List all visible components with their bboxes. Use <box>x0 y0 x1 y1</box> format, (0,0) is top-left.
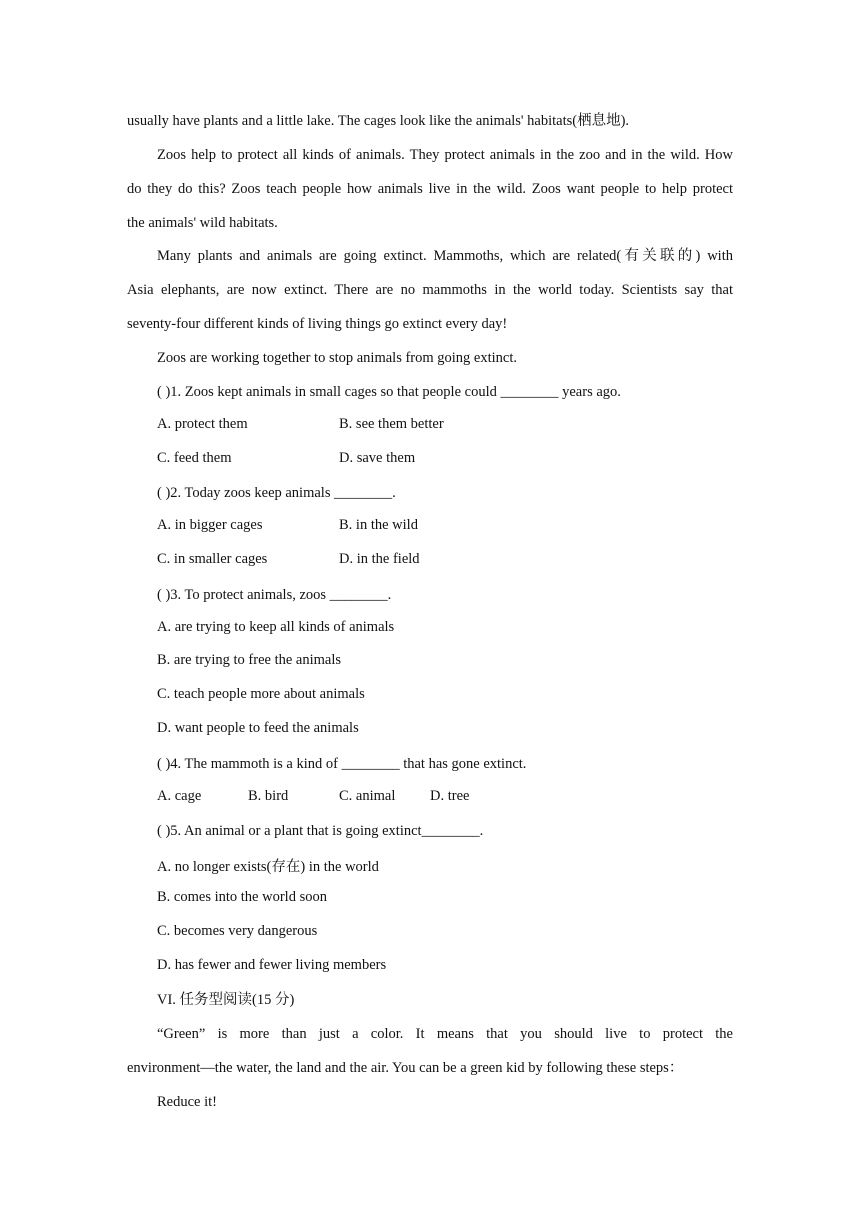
answer-option: D. tree <box>430 788 470 804</box>
passage-paragraph-line: Asia elephants, are now extinct. There are no mammoths in the world today. Scientists say that <box>127 282 733 298</box>
answer-option: C. becomes very dangerous <box>157 923 318 939</box>
answer-option: A. protect them <box>157 416 248 432</box>
answer-option: D. has fewer and fewer living members <box>157 957 387 973</box>
section-paragraph-line: Reduce it! <box>157 1094 217 1110</box>
answer-option: A. no longer exists(存在) in the world <box>157 859 379 875</box>
passage-line: usually have plants and a little lake. The cages look like the animals' habitats(栖息地). <box>127 113 630 129</box>
question-stem: ( )3. To protect animals, zoos ________. <box>157 587 392 603</box>
answer-option: B. in the wild <box>339 517 418 533</box>
answer-option: C. animal <box>339 788 396 804</box>
passage-paragraph-line: do they do this? Zoos teach people how animals live in the wild. Zoos want people to help protect <box>127 181 733 197</box>
passage-paragraph-line: Zoos help to protect all kinds of animals. They protect animals in the zoo and in the wild. How <box>157 147 733 163</box>
passage-paragraph-line: the animals' wild habitats. <box>127 215 278 231</box>
answer-option: B. comes into the world soon <box>157 889 327 905</box>
answer-option: C. teach people more about animals <box>157 686 365 702</box>
answer-option: D. in the field <box>339 551 420 567</box>
question-stem: ( )4. The mammoth is a kind of ________ that has gone extinct. <box>157 756 527 772</box>
question-stem: ( )2. Today zoos keep animals ________. <box>157 485 396 501</box>
answer-option: A. are trying to keep all kinds of animals <box>157 619 395 635</box>
section-paragraph-line: “Green” is more than just a color. It means that you should live to protect the <box>157 1026 733 1042</box>
section-heading: VI. 任务型阅读(15 分) <box>157 992 295 1008</box>
answer-option: C. feed them <box>157 450 232 466</box>
answer-option: C. in smaller cages <box>157 551 268 567</box>
answer-option: A. cage <box>157 788 202 804</box>
passage-paragraph-line: Zoos are working together to stop animals from going extinct. <box>157 350 518 366</box>
passage-paragraph-line: seventy-four different kinds of living things go extinct every day! <box>127 316 508 332</box>
answer-option: B. see them better <box>339 416 444 432</box>
answer-option: B. are trying to free the animals <box>157 652 342 668</box>
section-paragraph-line: environment—the water, the land and the air. You can be a green kid by following these steps： <box>127 1060 684 1076</box>
question-stem: ( )5. An animal or a plant that is going extinct________. <box>157 823 484 839</box>
question-stem: ( )1. Zoos kept animals in small cages so that people could ________ years ago. <box>157 384 621 400</box>
answer-option: A. in bigger cages <box>157 517 263 533</box>
passage-paragraph-line: Many plants and animals are going extinct. Mammoths, which are related(有关联的) with <box>157 248 733 264</box>
answer-option: D. want people to feed the animals <box>157 720 359 736</box>
answer-option: D. save them <box>339 450 416 466</box>
answer-option: B. bird <box>248 788 289 804</box>
